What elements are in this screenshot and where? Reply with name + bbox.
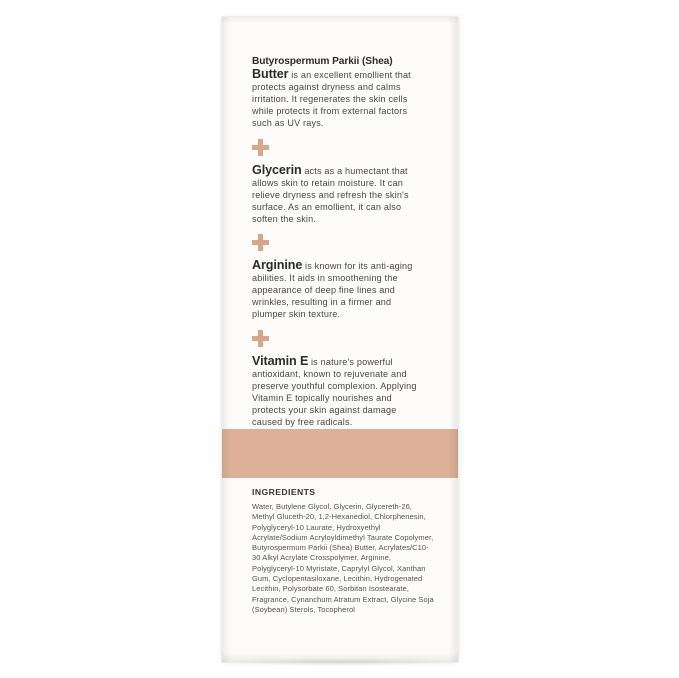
carton-left-edge-shading — [222, 17, 231, 662]
ingredient-text-glycerin: acts as a humectant that allows skin to retain moisture. It can relieve dryness and refresh the skin's surface. As an emollient, it can also soften the skin. — [252, 165, 409, 224]
ingredient-name-shea-butter: Butter — [252, 67, 289, 82]
band-left-shading — [222, 429, 231, 478]
ingredients-body: Water, Butylene Glycol, Glycerin, Glycereth-26, Methyl Gluceth-20, 1,2-Hexanediol, Chlorphenesin, Polyglyceryl-10 Laurate, Hydroxyethyl Acrylate/Sodium Acryloyldimethyl Taurate Copolymer, Butyrospermum Parkii (Shea) Butter, Acrylates/C10-30 Alkyl Acrylate Crosspolymer, Arginine, Polyglyceryl-10 Myristate, Caprylyl Glycol, Xanthan Gum, Cyclopentasiloxane, Lecithin, Hydrogenated Lecithin, Polysorbate 60, Sorbitan Isostearate, Fragrance, Cynanchum Atratum Extract, Glycine Soja (Soybean) Sterols, Tocopherol — [252, 502, 434, 614]
ingredient-block-vitamin-e — [252, 355, 428, 429]
ingredient-text-vitamin-e: is nature's powerful antioxidant, known to rejuvenate and preserve youthful complexion. Applying Vitamin E topically nourishes and protects your skin against damage caused by free radicals. — [252, 356, 417, 427]
ingredient-text-arginine: is known for its anti-aging abilities. It aids in smoothening the appearance of deep fine lines and wrinkles, resulting in a firmer and plumper skin texture. — [252, 261, 413, 320]
product-carton — [222, 17, 458, 662]
ingredient-description-vitamin-e — [252, 355, 428, 429]
band-right-shading — [449, 429, 458, 478]
ingredient-block-shea-butter — [252, 55, 428, 130]
plus-icon — [252, 234, 269, 251]
ingredients-section — [252, 487, 434, 615]
ingredient-block-glycerin — [252, 164, 428, 225]
carton-top-edge-shading — [222, 17, 458, 24]
ingredient-benefits-list — [252, 55, 428, 430]
carton-ground-shadow — [226, 658, 454, 666]
ingredient-description-shea-butter — [252, 55, 428, 130]
plus-icon — [252, 139, 269, 156]
plus-icon — [252, 330, 269, 347]
ingredient-description-arginine — [252, 259, 428, 320]
ingredient-name-arginine: Arginine — [252, 258, 303, 273]
ingredient-name-lead-shea-butter: Butyrospermum Parkii (Shea) — [252, 56, 393, 67]
ingredient-text-shea-butter: is an excellent emollient that protects against dryness and calms irritation. It regenerates the skin cells while protects it from external factors such as UV rays. — [252, 70, 411, 129]
beige-color-band — [222, 429, 458, 478]
ingredient-block-arginine — [252, 259, 428, 320]
ingredient-name-glycerin: Glycerin — [252, 162, 302, 177]
ingredient-description-glycerin — [252, 164, 428, 225]
carton-right-edge-shading — [449, 17, 458, 662]
ingredient-name-vitamin-e: Vitamin E — [252, 353, 309, 368]
ingredients-heading: INGREDIENTS — [252, 487, 316, 497]
